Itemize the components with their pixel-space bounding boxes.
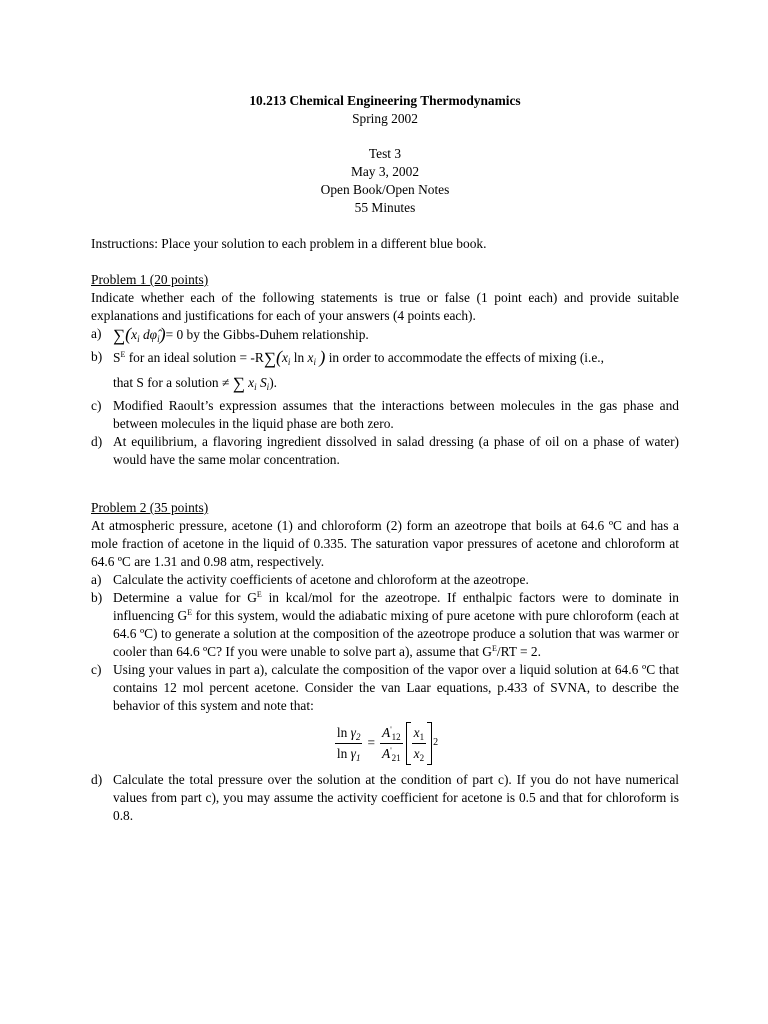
test-format: Open Book/Open Notes bbox=[320, 182, 450, 197]
van-laar-equation: $\frac{\ln \gamma_2}{\ln \gamma_1}$ = $\frac{A'_{12}}{A'_{21}}$ $\frac{x_1}{x_2}$ 2 bbox=[336, 724, 439, 763]
exam-page bbox=[91, 92, 679, 825]
problem-1-heading: Problem 1 (20 points) bbox=[91, 272, 209, 287]
problem-2 bbox=[91, 499, 679, 825]
exam-header bbox=[91, 92, 679, 217]
test-date: May 3, 2002 bbox=[350, 164, 420, 179]
problem-2-item-d: d) Calculate the total pressure over the solution at the condition of part c). If you do not have numerical values from part c), you may assume the activity coefficient for acetone is 0.5 and that for chloroform is 0.8. bbox=[91, 772, 679, 823]
problem-2-item-c: c) Using your values in part a), calculate the composition of the vapor over a liquid solution at 64.6 ºC that contains 12 mol percent acetone. Consider the van Laar equations, p.433 of SVNA, to describe the behavior of this system and note that: bbox=[91, 662, 679, 713]
test-duration: 55 Minutes bbox=[354, 200, 416, 215]
problem-1-a-text: $\sum(x_i$ $d\varphî_i)= 0$ by the Gibbs-Duhem relationship. bbox=[113, 324, 369, 345]
problem-2-item-a: a) Calculate the activity coefficients of acetone and chloroform at the azeotrope. bbox=[91, 572, 529, 587]
term: Spring 2002 bbox=[352, 111, 418, 126]
problem-1-item-a: a) $\sum(x_i$ $d\varphî_i)= 0$ by the Gibbs-Duhem relationship. bbox=[91, 325, 679, 345]
problem-1-item-b: b) $S^E$ for an ideal solution = $-R\sum(x_i$ $\ln x_i$ ) in order to accommodate the effects of mixing (i.e., that S for a solution ≠ ∑ $x_i$ $S_i$). bbox=[91, 348, 679, 393]
problem-2-item-b: b) Determine a value for $G^E$ in kcal/mol for the azeotrope. If enthalpic factors were to dominate in influencing $G^E$ for this system, would the adiabatic mixing of pure acetone with pure chloroform (each at 64.6 ºC) to generate a solution at the composition of the azeotrope produce a solution that was warmer or cooler than 64.6 ºC? If you were unable to solve part a), assume that $G^E/RT = 2$. bbox=[91, 590, 679, 659]
ln-gamma-ratio: $\frac{\ln \gamma_2}{\ln \gamma_1}$ bbox=[336, 724, 361, 763]
problem-1-b-text: $S^E$ for an ideal solution = $-R\sum(x_i$ $\ln x_i$ ) in order to accommodate the effects of mixing (i.e., that S for a solution ≠ ∑ $x_i$ $S_i$). bbox=[113, 347, 604, 393]
problem-1-item-c: c) Modified Raoult’s expression assumes that the interactions between molecules in the gas phase and between molecules in the liquid phase are both zero. bbox=[91, 398, 679, 431]
problem-1 bbox=[91, 271, 679, 469]
instructions: Instructions: Place your solution to each problem in a different blue book. bbox=[91, 236, 487, 251]
sum-xi-lnxi-formula: $\sum(x_i$ $\ln x_i$ ) bbox=[263, 347, 326, 368]
a-coefficient-ratio: $\frac{A'_{12}}{A'_{21}}$ bbox=[382, 724, 401, 763]
problem-2-b-text: Determine a value for $G^E$ in kcal/mol for the azeotrope. If enthalpic factors were to dominate in influencing $G^E$ for this system, would the adiabatic mixing of pure acetone with pure chloroform (each at 64.6 ºC) to generate a solution at the composition of the azeotrope produce a solution that was warmer or cooler than 64.6 ºC? If you were unable to solve part a), assume that $G^E/RT = 2$. bbox=[113, 590, 679, 659]
x-ratio-bracket: $\frac{x_1}{x_2}$ bbox=[406, 724, 432, 763]
sum-xi-dphi-formula: $\sum(x_i$ $d\varphî_i$) bbox=[113, 324, 166, 345]
problem-1-intro: Indicate whether each of the following statements is true or false (1 point each) and provide suitable explanations and justifications for each of your answers (4 points each). bbox=[91, 290, 679, 323]
course-title: 10.213 Chemical Engineering Thermodynamics bbox=[249, 93, 521, 108]
test-name: Test 3 bbox=[368, 146, 402, 161]
problem-2-heading: Problem 2 (35 points) bbox=[91, 500, 209, 515]
problem-2-intro: At atmospheric pressure, acetone (1) and chloroform (2) form an azeotrope that boils at 64.6 ºC and has a mole fraction of acetone in the liquid of 0.335. The saturation vapor pressures of acetone and chloroform at 64.6 ºC are 1.31 and 0.98 atm, respectively. bbox=[91, 518, 679, 569]
problem-1-item-d: d) At equilibrium, a flavoring ingredient dissolved in salad dressing (a phase of oil on a phase of water) would have the same molar concentration. bbox=[91, 434, 679, 467]
sum-xi-si-formula: ∑ $x_i$ $S_i$ bbox=[232, 374, 270, 393]
